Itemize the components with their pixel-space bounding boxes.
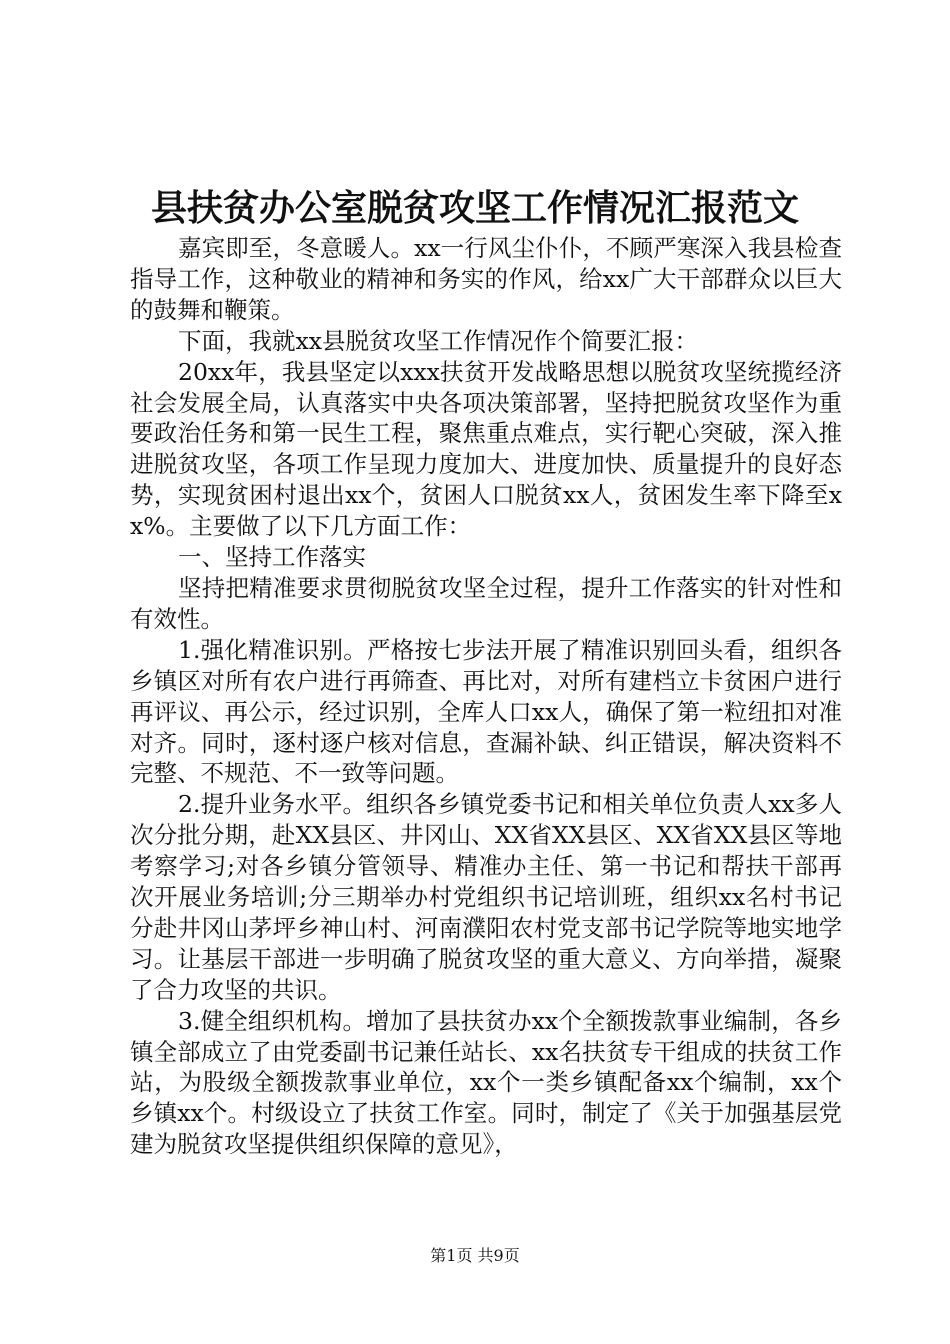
paragraph-overview: 20xx年，我县坚定以xxx扶贫开发战略思想以脱贫攻坚统揽经济社会发展全局，认真落实中央各项决策部署，坚持把脱贫攻坚作为重要政治任务和第一民生工程，聚焦重点难点，实行靶心突破，深入推进脱贫攻坚，各项工作呈现力度加大、进度加快、质量提升的良好态势，实现贫困村退出xx个，贫困人口脱贫xx人，贫困发生率下降至xx%。主要做了以下几方面工作： <box>130 357 842 541</box>
document-body <box>130 233 842 1160</box>
paragraph-greeting: 嘉宾即至，冬意暖人。xx一行风尘仆仆，不顾严寒深入我县检查指导工作，这种敬业的精神和务实的作风，给xx广大干部群众以巨大的鼓舞和鞭策。 <box>130 234 842 324</box>
section-heading-1: 一、坚持工作落实 <box>178 543 366 572</box>
paragraph-intro: 下面，我就xx县脱贫攻坚工作情况作个简要汇报： <box>178 326 699 355</box>
paragraph-item-2: 2.提升业务水平。组织各乡镇党委书记和相关单位负责人xx多人次分批分期，赴XX县区、井冈山、XX省XX县区、XX省XX县区等地考察学习;对各乡镇分管领导、精准办主任、第一书记和帮扶干部再次开展业务培训;分三期举办村党组织书记培训班，组织xx名村书记分赴井冈山茅坪乡神山村、河南濮阳农村党支部书记学院等地实地学习。让基层干部进一步明确了脱贫攻坚的重大意义、方向举措，凝聚了合力攻坚的共识。 <box>130 790 842 1004</box>
document-title: 县扶贫办公室脱贫攻坚工作情况汇报范文 <box>150 187 799 229</box>
page-number-footer: 第1页 共9页 <box>430 1246 520 1265</box>
paragraph-section-1-summary: 坚持把精准要求贯彻脱贫攻坚全过程，提升工作落实的针对性和有效性。 <box>130 573 842 633</box>
paragraph-item-1: 1.强化精准识别。严格按七步法开展了精准识别回头看，组织各乡镇区对所有农户进行再筛查、再比对，对所有建档立卡贫困户进行再评议、再公示，经过识别，全库人口xx人，确保了第一粒纽扣对准对齐。同时，逐村逐户核对信息，查漏补缺、纠正错误，解决资料不完整、不规范、不一致等问题。 <box>130 635 842 788</box>
paragraph-item-3: 3.健全组织机构。增加了县扶贫办xx个全额拨款事业编制，各乡镇全部成立了由党委副书记兼任站长、xx名扶贫专干组成的扶贫工作站，为股级全额拨款事业单位，xx个一类乡镇配备xx个编制，xx个乡镇xx个。村级设立了扶贫工作室。同时，制定了《关于加强基层党建为脱贫攻坚提供组织保障的意见》， <box>130 1006 842 1159</box>
